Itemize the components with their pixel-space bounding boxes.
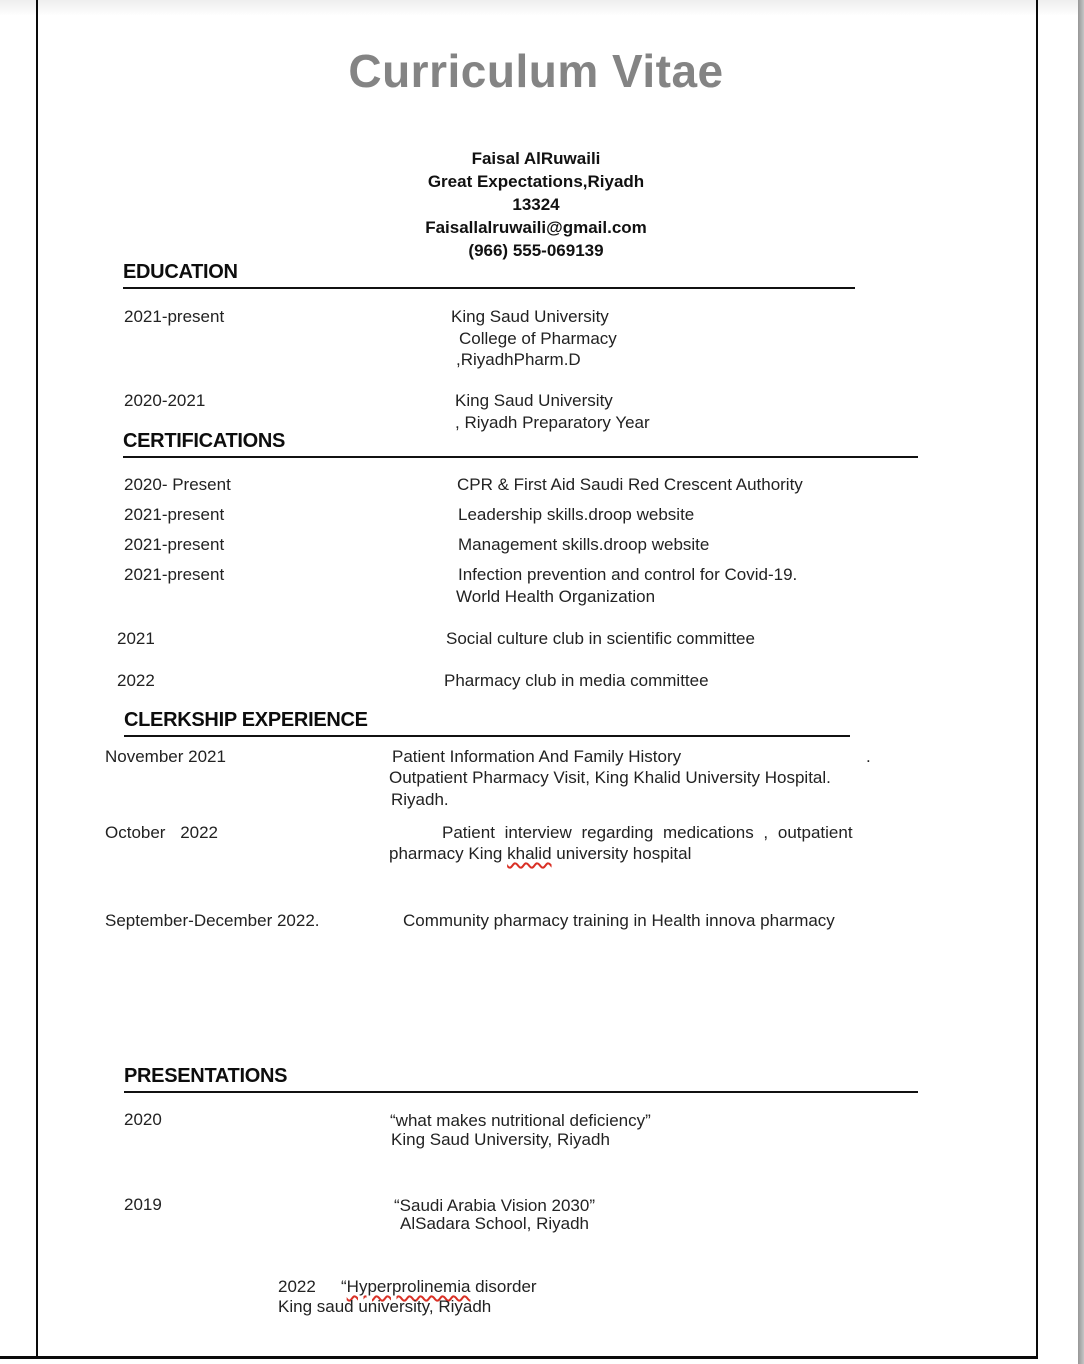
certification-text: Leadership skills.droop website (458, 505, 695, 524)
certifications-heading: CERTIFICATIONS (123, 430, 918, 458)
presentation-title-segment: disorder (470, 1277, 537, 1296)
certification-date: 2021-present (124, 505, 225, 524)
certification-text: World Health Organization (456, 587, 656, 606)
clerkship-text-segment: university hospital (551, 844, 692, 863)
certification-text: Social culture club in scientific committee (446, 629, 755, 648)
clerkship-text-period: . (866, 747, 871, 766)
certification-date: 2022 (117, 671, 155, 690)
certification-date: 2021-present (124, 535, 225, 554)
clerkship-text-segment: pharmacy King (389, 844, 508, 863)
certification-date: 2021 (117, 629, 155, 648)
contact-name: Faisal AlRuwaili (471, 149, 601, 168)
presentation-title-segment: “ (341, 1277, 347, 1296)
page-border-bottom (0, 1356, 1038, 1359)
education-entry-line: College of Pharmacy (459, 329, 617, 348)
presentation-title: “Saudi Arabia Vision 2030” (394, 1196, 595, 1215)
page-top-fade (0, 0, 1084, 16)
clerkship-text (389, 844, 691, 864)
presentation-date: 2020 (124, 1110, 162, 1129)
clerkship-text: Community pharmacy training in Health innova pharmacy (403, 911, 835, 930)
education-heading: EDUCATION (123, 261, 855, 289)
certification-date: 2021-present (124, 565, 225, 584)
presentation-title (341, 1277, 537, 1297)
certification-text: Infection prevention and control for Covid-19. (458, 565, 798, 584)
clerkship-heading: CLERKSHIP EXPERIENCE (124, 709, 850, 737)
presentations-heading: PRESENTATIONS (124, 1065, 918, 1093)
page-border-right (1036, 0, 1038, 1358)
scrollbar-track[interactable] (1078, 0, 1084, 1364)
education-entry-date: 2021-present (124, 307, 225, 326)
education-entry-date: 2020-2021 (124, 391, 206, 410)
presentation-venue: AlSadara School, Riyadh (400, 1214, 590, 1233)
spellcheck-word: Hyperprolinemia (346, 1277, 471, 1296)
certification-text: Management skills.droop website (458, 535, 710, 554)
clerkship-text: Riyadh. (391, 790, 449, 809)
presentation-title: “what makes nutritional deficiency” (390, 1111, 651, 1130)
education-entry-line: King Saud University (451, 307, 609, 326)
contact-phone: (966) 555-069139 (468, 241, 604, 260)
contact-postal-code: 13324 (512, 195, 560, 214)
certification-text: Pharmacy club in media committee (444, 671, 709, 690)
contact-email: Faisallalruwaili@gmail.com (425, 218, 647, 237)
presentation-date: 2022 (278, 1277, 316, 1296)
clerkship-text: Patient interview regarding medications , outpatient (442, 823, 853, 842)
certification-text: CPR & First Aid Saudi Red Crescent Authority (457, 475, 803, 494)
clerkship-text: Patient Information And Family History (392, 747, 682, 766)
page-title: Curriculum Vitae (348, 45, 724, 97)
clerkship-date: September-December 2022. (105, 911, 320, 930)
clerkship-date: November 2021 (105, 747, 226, 766)
presentation-venue: King saud university, Riyadh (278, 1297, 492, 1316)
contact-address: Great Expectations,Riyadh (427, 172, 645, 191)
education-entry-line: ,RiyadhPharm.D (456, 350, 581, 369)
certification-date: 2020- Present (124, 475, 231, 494)
spellcheck-word: khalid (507, 844, 552, 863)
clerkship-date: October 2022 (105, 823, 219, 842)
education-entry-line: King Saud University (455, 391, 613, 410)
clerkship-text: Outpatient Pharmacy Visit, King Khalid University Hospital. (389, 768, 831, 787)
presentation-venue: King Saud University, Riyadh (391, 1130, 610, 1149)
education-entry-line: , Riyadh Preparatory Year (455, 413, 650, 432)
contact-block (36, 147, 1036, 262)
presentation-date: 2019 (124, 1195, 162, 1214)
